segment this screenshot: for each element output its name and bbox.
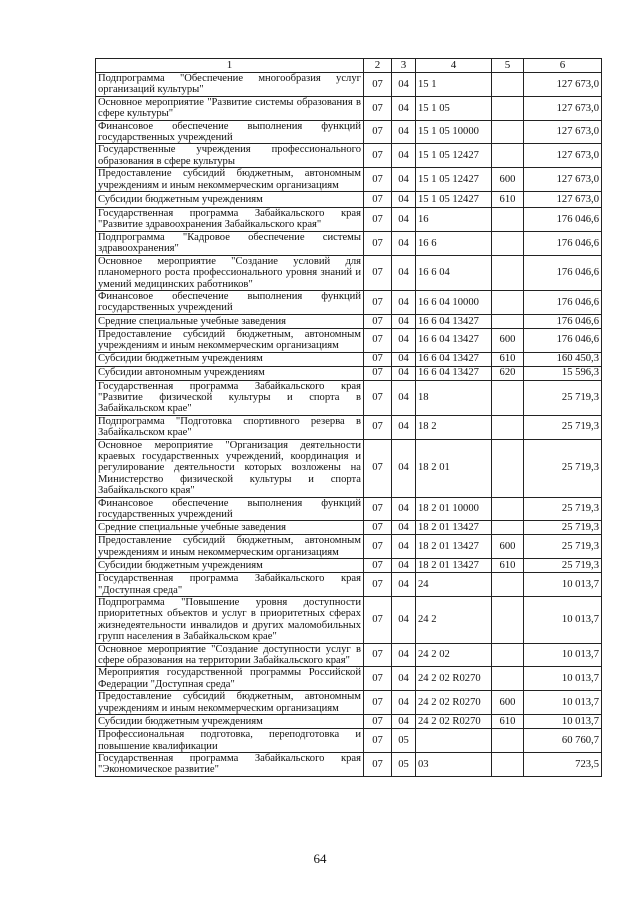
table-row xyxy=(96,691,602,715)
cell-section: 07 xyxy=(364,290,392,314)
cell-target-item: 16 xyxy=(416,208,492,232)
page-number: 64 xyxy=(313,851,327,866)
cell-target-item: 03 xyxy=(416,752,492,776)
cell-amount: 10 013,7 xyxy=(524,691,602,715)
cell-subsection: 04 xyxy=(392,192,416,208)
cell-target-item: 24 2 02 R0270 xyxy=(416,715,492,729)
cell-subsection: 04 xyxy=(392,691,416,715)
cell-name: Субсидии бюджетным учреждениям xyxy=(96,715,364,729)
cell-section: 07 xyxy=(364,559,392,573)
cell-target-item: 18 xyxy=(416,380,492,415)
cell-subsection: 04 xyxy=(392,231,416,255)
cell-amount: 25 719,3 xyxy=(524,439,602,497)
cell-name: Субсидии бюджетным учреждениям xyxy=(96,352,364,366)
cell-name: Мероприятия государственной программы Российской Федерации "Доступная среда" xyxy=(96,667,364,691)
cell-expense-type xyxy=(492,73,524,97)
cell-amount: 10 013,7 xyxy=(524,597,602,644)
cell-expense-type xyxy=(492,643,524,667)
cell-subsection: 04 xyxy=(392,573,416,597)
cell-subsection: 04 xyxy=(392,208,416,232)
cell-expense-type: 610 xyxy=(492,192,524,208)
cell-amount: 160 450,3 xyxy=(524,352,602,366)
cell-section: 07 xyxy=(364,208,392,232)
cell-target-item xyxy=(416,729,492,753)
cell-target-item: 16 6 04 10000 xyxy=(416,290,492,314)
cell-target-item: 16 6 04 13427 xyxy=(416,352,492,366)
cell-target-item: 24 2 02 xyxy=(416,643,492,667)
cell-section: 07 xyxy=(364,752,392,776)
cell-target-item: 18 2 01 10000 xyxy=(416,497,492,521)
cell-amount: 60 760,7 xyxy=(524,729,602,753)
cell-section: 07 xyxy=(364,73,392,97)
cell-name: Основное мероприятие "Создание доступности услуг в сфере образования на территории Забайкальского края" xyxy=(96,643,364,667)
header-row xyxy=(96,59,602,73)
cell-section: 07 xyxy=(364,328,392,352)
cell-section: 07 xyxy=(364,366,392,380)
cell-section: 07 xyxy=(364,192,392,208)
cell-name: Подпрограмма "Обеспечение многообразия услуг организаций культуры" xyxy=(96,73,364,97)
cell-target-item: 24 xyxy=(416,573,492,597)
cell-amount: 127 673,0 xyxy=(524,120,602,144)
cell-expense-type: 600 xyxy=(492,328,524,352)
cell-subsection: 04 xyxy=(392,73,416,97)
cell-amount: 176 046,6 xyxy=(524,314,602,328)
cell-section: 07 xyxy=(364,643,392,667)
cell-name: Субсидии автономным учреждениям xyxy=(96,366,364,380)
table-row xyxy=(96,497,602,521)
cell-amount: 127 673,0 xyxy=(524,168,602,192)
table-row xyxy=(96,752,602,776)
cell-expense-type: 600 xyxy=(492,691,524,715)
cell-name: Финансовое обеспечение выполнения функций государственных учреждений xyxy=(96,120,364,144)
cell-subsection: 04 xyxy=(392,715,416,729)
cell-amount: 127 673,0 xyxy=(524,73,602,97)
cell-subsection: 04 xyxy=(392,366,416,380)
cell-name: Государственная программа Забайкальского края "Развитие здравоохранения Забайкальского края" xyxy=(96,208,364,232)
cell-name: Предоставление субсидий бюджетным, автономным учреждениям и иным некоммерческим организациям xyxy=(96,535,364,559)
cell-target-item: 15 1 05 xyxy=(416,96,492,120)
cell-expense-type: 610 xyxy=(492,352,524,366)
cell-name: Финансовое обеспечение выполнения функций государственных учреждений xyxy=(96,497,364,521)
cell-expense-type xyxy=(492,667,524,691)
table-row xyxy=(96,559,602,573)
cell-expense-type xyxy=(492,415,524,439)
cell-section: 07 xyxy=(364,497,392,521)
cell-target-item: 15 1 xyxy=(416,73,492,97)
cell-target-item: 15 1 05 12427 xyxy=(416,168,492,192)
cell-amount: 176 046,6 xyxy=(524,231,602,255)
cell-amount: 25 719,3 xyxy=(524,559,602,573)
cell-subsection: 04 xyxy=(392,96,416,120)
cell-section: 07 xyxy=(364,597,392,644)
table-row xyxy=(96,380,602,415)
header-cell-section: 2 xyxy=(364,59,392,73)
cell-expense-type xyxy=(492,380,524,415)
cell-section: 07 xyxy=(364,667,392,691)
cell-subsection: 04 xyxy=(392,380,416,415)
header-cell-amount: 6 xyxy=(524,59,602,73)
cell-name: Подпрограмма "Повышение уровня доступности приоритетных объектов и услуг в приоритетных сферах жизнедеятельности инвалидов и других маломобильных групп населения в Забайкальском крае" xyxy=(96,597,364,644)
cell-amount: 176 046,6 xyxy=(524,255,602,290)
cell-expense-type xyxy=(492,290,524,314)
cell-name: Основное мероприятие "Создание условий для планомерного роста профессионального уровня знаний и умений медицинских работников" xyxy=(96,255,364,290)
cell-subsection: 04 xyxy=(392,667,416,691)
cell-target-item: 24 2 02 R0270 xyxy=(416,667,492,691)
cell-amount: 15 596,3 xyxy=(524,366,602,380)
cell-target-item: 18 2 01 xyxy=(416,439,492,497)
table-row xyxy=(96,208,602,232)
cell-section: 07 xyxy=(364,231,392,255)
cell-name: Средние специальные учебные заведения xyxy=(96,314,364,328)
table-row xyxy=(96,290,602,314)
cell-subsection: 05 xyxy=(392,752,416,776)
cell-amount: 176 046,6 xyxy=(524,290,602,314)
cell-section: 07 xyxy=(364,715,392,729)
cell-subsection: 04 xyxy=(392,559,416,573)
table-row xyxy=(96,366,602,380)
cell-expense-type: 600 xyxy=(492,535,524,559)
cell-target-item: 16 6 04 13427 xyxy=(416,314,492,328)
cell-amount: 10 013,7 xyxy=(524,667,602,691)
table-row xyxy=(96,168,602,192)
cell-name: Профессиональная подготовка, переподготовка и повышение квалификации xyxy=(96,729,364,753)
cell-target-item: 16 6 04 13427 xyxy=(416,328,492,352)
cell-name: Предоставление субсидий бюджетным, автономным учреждениям и иным некоммерческим организациям xyxy=(96,328,364,352)
cell-subsection: 04 xyxy=(392,314,416,328)
table-row xyxy=(96,192,602,208)
cell-name: Предоставление субсидий бюджетным, автономным учреждениям и иным некоммерческим организациям xyxy=(96,691,364,715)
cell-section: 07 xyxy=(364,314,392,328)
cell-name: Государственная программа Забайкальского края "Развитие физической культуры и спорта в Забайкальском крае" xyxy=(96,380,364,415)
cell-expense-type: 610 xyxy=(492,559,524,573)
cell-name: Подпрограмма "Подготовка спортивного резерва в Забайкальском крае" xyxy=(96,415,364,439)
table-row xyxy=(96,643,602,667)
cell-amount: 25 719,3 xyxy=(524,415,602,439)
cell-subsection: 05 xyxy=(392,729,416,753)
table-row xyxy=(96,667,602,691)
cell-subsection: 04 xyxy=(392,597,416,644)
cell-expense-type xyxy=(492,497,524,521)
table-row xyxy=(96,144,602,168)
cell-amount: 25 719,3 xyxy=(524,521,602,535)
cell-section: 07 xyxy=(364,729,392,753)
table-row xyxy=(96,439,602,497)
cell-name: Основное мероприятие "Организация деятельности краевых государственных учреждений, координация и регулирование деятельности которых возложены на Министерство физической культуры и спорта Забайкальского края" xyxy=(96,439,364,497)
cell-name: Подпрограмма "Кадровое обеспечение системы здравоохранения" xyxy=(96,231,364,255)
cell-subsection: 04 xyxy=(392,497,416,521)
cell-name: Основное мероприятие "Развитие системы образования в сфере культуры" xyxy=(96,96,364,120)
cell-expense-type: 600 xyxy=(492,168,524,192)
cell-amount: 10 013,7 xyxy=(524,715,602,729)
cell-name: Субсидии бюджетным учреждениям xyxy=(96,192,364,208)
cell-section: 07 xyxy=(364,168,392,192)
cell-target-item: 24 2 02 R0270 xyxy=(416,691,492,715)
table-row xyxy=(96,231,602,255)
cell-expense-type xyxy=(492,597,524,644)
cell-amount: 10 013,7 xyxy=(524,573,602,597)
table-row xyxy=(96,715,602,729)
cell-target-item: 18 2 01 13427 xyxy=(416,535,492,559)
header-cell-expense-type: 5 xyxy=(492,59,524,73)
cell-subsection: 04 xyxy=(392,415,416,439)
cell-expense-type xyxy=(492,439,524,497)
cell-subsection: 04 xyxy=(392,255,416,290)
table-row xyxy=(96,521,602,535)
table-row xyxy=(96,352,602,366)
cell-name: Государственная программа Забайкальского края "Доступная среда" xyxy=(96,573,364,597)
cell-subsection: 04 xyxy=(392,120,416,144)
cell-target-item: 15 1 05 12427 xyxy=(416,192,492,208)
cell-expense-type: 620 xyxy=(492,366,524,380)
cell-expense-type xyxy=(492,573,524,597)
cell-subsection: 04 xyxy=(392,352,416,366)
budget-table xyxy=(95,58,602,777)
cell-target-item: 18 2 01 13427 xyxy=(416,521,492,535)
cell-expense-type xyxy=(492,255,524,290)
cell-section: 07 xyxy=(364,691,392,715)
header-cell-target-item: 4 xyxy=(416,59,492,73)
table-row xyxy=(96,314,602,328)
table-row xyxy=(96,328,602,352)
cell-name: Средние специальные учебные заведения xyxy=(96,521,364,535)
cell-amount: 127 673,0 xyxy=(524,96,602,120)
cell-amount: 25 719,3 xyxy=(524,497,602,521)
cell-subsection: 04 xyxy=(392,643,416,667)
table-body xyxy=(96,73,602,777)
cell-amount: 127 673,0 xyxy=(524,144,602,168)
cell-name: Государственная программа Забайкальского края "Экономическое развитие" xyxy=(96,752,364,776)
cell-expense-type xyxy=(492,521,524,535)
header-cell-name: 1 xyxy=(96,59,364,73)
table-row xyxy=(96,96,602,120)
cell-section: 07 xyxy=(364,120,392,144)
cell-name: Предоставление субсидий бюджетным, автономным учреждениям и иным некоммерческим организациям xyxy=(96,168,364,192)
cell-expense-type xyxy=(492,729,524,753)
cell-expense-type xyxy=(492,231,524,255)
cell-target-item: 24 2 xyxy=(416,597,492,644)
cell-name: Субсидии бюджетным учреждениям xyxy=(96,559,364,573)
cell-amount: 10 013,7 xyxy=(524,643,602,667)
cell-section: 07 xyxy=(364,144,392,168)
cell-expense-type xyxy=(492,144,524,168)
cell-amount: 176 046,6 xyxy=(524,208,602,232)
cell-section: 07 xyxy=(364,535,392,559)
cell-name: Финансовое обеспечение выполнения функций государственных учреждений xyxy=(96,290,364,314)
cell-subsection: 04 xyxy=(392,535,416,559)
cell-subsection: 04 xyxy=(392,521,416,535)
cell-subsection: 04 xyxy=(392,439,416,497)
cell-subsection: 04 xyxy=(392,168,416,192)
cell-section: 07 xyxy=(364,255,392,290)
cell-expense-type xyxy=(492,120,524,144)
cell-target-item: 16 6 04 13427 xyxy=(416,366,492,380)
header-cell-subsection: 3 xyxy=(392,59,416,73)
table-row xyxy=(96,597,602,644)
cell-section: 07 xyxy=(364,573,392,597)
cell-expense-type xyxy=(492,96,524,120)
table-row xyxy=(96,573,602,597)
cell-section: 07 xyxy=(364,380,392,415)
table-row xyxy=(96,255,602,290)
cell-section: 07 xyxy=(364,521,392,535)
table-row xyxy=(96,729,602,753)
cell-target-item: 15 1 05 10000 xyxy=(416,120,492,144)
cell-amount: 25 719,3 xyxy=(524,535,602,559)
cell-target-item: 16 6 04 xyxy=(416,255,492,290)
cell-target-item: 18 2 01 13427 xyxy=(416,559,492,573)
cell-subsection: 04 xyxy=(392,328,416,352)
cell-expense-type: 610 xyxy=(492,715,524,729)
cell-amount: 176 046,6 xyxy=(524,328,602,352)
cell-name: Государственные учреждения профессионального образования в сфере культуры xyxy=(96,144,364,168)
table-row xyxy=(96,73,602,97)
cell-expense-type xyxy=(492,314,524,328)
cell-subsection: 04 xyxy=(392,144,416,168)
table-row xyxy=(96,415,602,439)
cell-subsection: 04 xyxy=(392,290,416,314)
cell-amount: 723,5 xyxy=(524,752,602,776)
cell-amount: 25 719,3 xyxy=(524,380,602,415)
table-row xyxy=(96,120,602,144)
cell-target-item: 18 2 xyxy=(416,415,492,439)
cell-section: 07 xyxy=(364,96,392,120)
cell-target-item: 15 1 05 12427 xyxy=(416,144,492,168)
cell-target-item: 16 6 xyxy=(416,231,492,255)
cell-expense-type xyxy=(492,208,524,232)
cell-expense-type xyxy=(492,752,524,776)
cell-amount: 127 673,0 xyxy=(524,192,602,208)
table-row xyxy=(96,535,602,559)
cell-section: 07 xyxy=(364,439,392,497)
cell-section: 07 xyxy=(364,415,392,439)
cell-section: 07 xyxy=(364,352,392,366)
